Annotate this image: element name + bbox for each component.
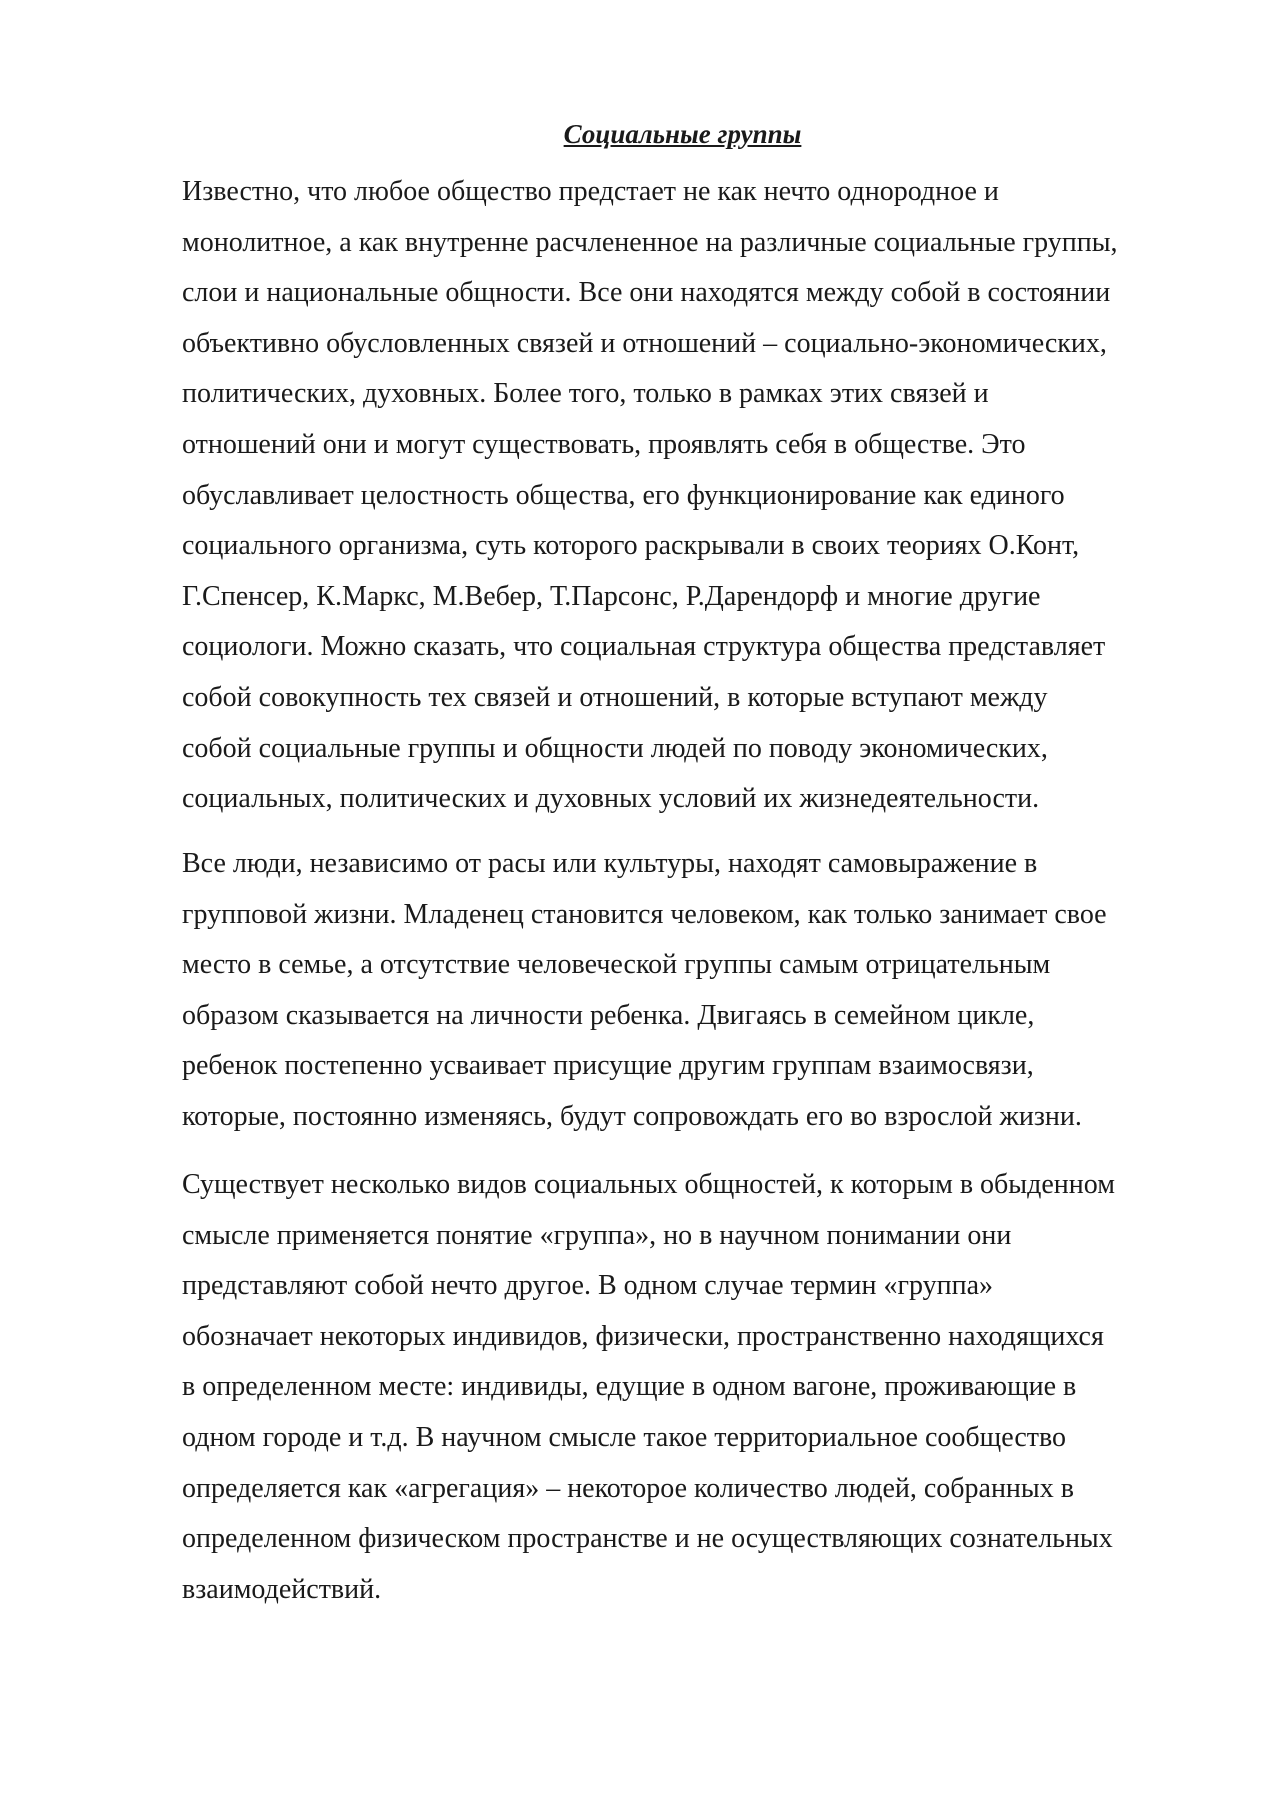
document-title: Социальные группы [563,119,802,149]
text-line: ребенок постепенно усваивает присущие другим группам взаимосвязи, [182,1050,1034,1082]
text-line: собой социальные группы и общности людей по поводу экономических, [182,732,1048,764]
text-line: обуславливает целостность общества, его функционирование как единого [182,479,1065,511]
text-line: Существует несколько видов социальных общностей, к которым в обыденном [182,1169,1115,1200]
text-line: политических, духовных. Более того, только в рамках этих связей и [182,378,989,410]
text-line: социологи. Можно сказать, что социальная структура общества представляет [182,631,1106,663]
text-line: слои и национальные общности. Все они находятся между собой в состоянии [182,277,1111,309]
text-line: представляют собой нечто другое. В одном случае термин «группа» [182,1270,994,1302]
text-line: Г.Спенсер, К.Маркс, М.Вебер, Т.Парсонс, Р.Дарендорф и многие другие [182,580,1041,612]
text-line: определяется как «агрегация» – некоторое количество людей, собранных в [182,1472,1074,1504]
text-line: Известно, что любое общество предстает не как нечто однородное и [182,176,999,207]
text-line: монолитное, а как внутренне расчлененное на различные социальные группы, [182,226,1118,258]
text-line: определенном физическом пространстве и не осуществляющих сознательных [182,1523,1113,1555]
text-line: Все люди, независимо от расы или культуры, находят самовыражение в [182,848,1038,879]
text-line: отношений они и могут существовать, проявлять себя в обществе. Это [182,428,1026,460]
text-line: которые, постоянно изменяясь, будут сопровождать его во взрослой жизни. [182,1100,1082,1132]
text-line: групповой жизни. Младенец становится человеком, как только занимает свое [182,898,1107,930]
text-line: обозначает некоторых индивидов, физически, пространственно находящихся [182,1320,1104,1352]
text-line: место в семье, а отсутствие человеческой группы самым отрицательным [182,949,1051,981]
text-line: в определенном месте: индивиды, едущие в одном вагоне, проживающие в [182,1371,1077,1403]
text-line: объективно обусловленных связей и отношений – социально-экономических, [182,327,1107,359]
text-line: социального организма, суть которого раскрывали в своих теориях О.Конт, [182,530,1080,562]
text-line: собой совокупность тех связей и отношений, в которые вступают между [182,681,1048,713]
paragraph-1 [182,167,1182,825]
paragraph-2 [182,839,1182,1143]
paragraph-3 [182,1160,1182,1615]
text-line: взаимодействий. [182,1573,382,1605]
text-line: смысле применяется понятие «группа», но в научном понимании они [182,1219,1012,1251]
text-line: одном городе и т.д. В научном смысле такое территориальное сообщество [182,1421,1067,1453]
text-line: социальных, политических и духовных условий их жизнедеятельности. [182,783,1040,815]
text-line: образом сказывается на личности ребенка. Двигаясь в семейном цикле, [182,999,1035,1031]
